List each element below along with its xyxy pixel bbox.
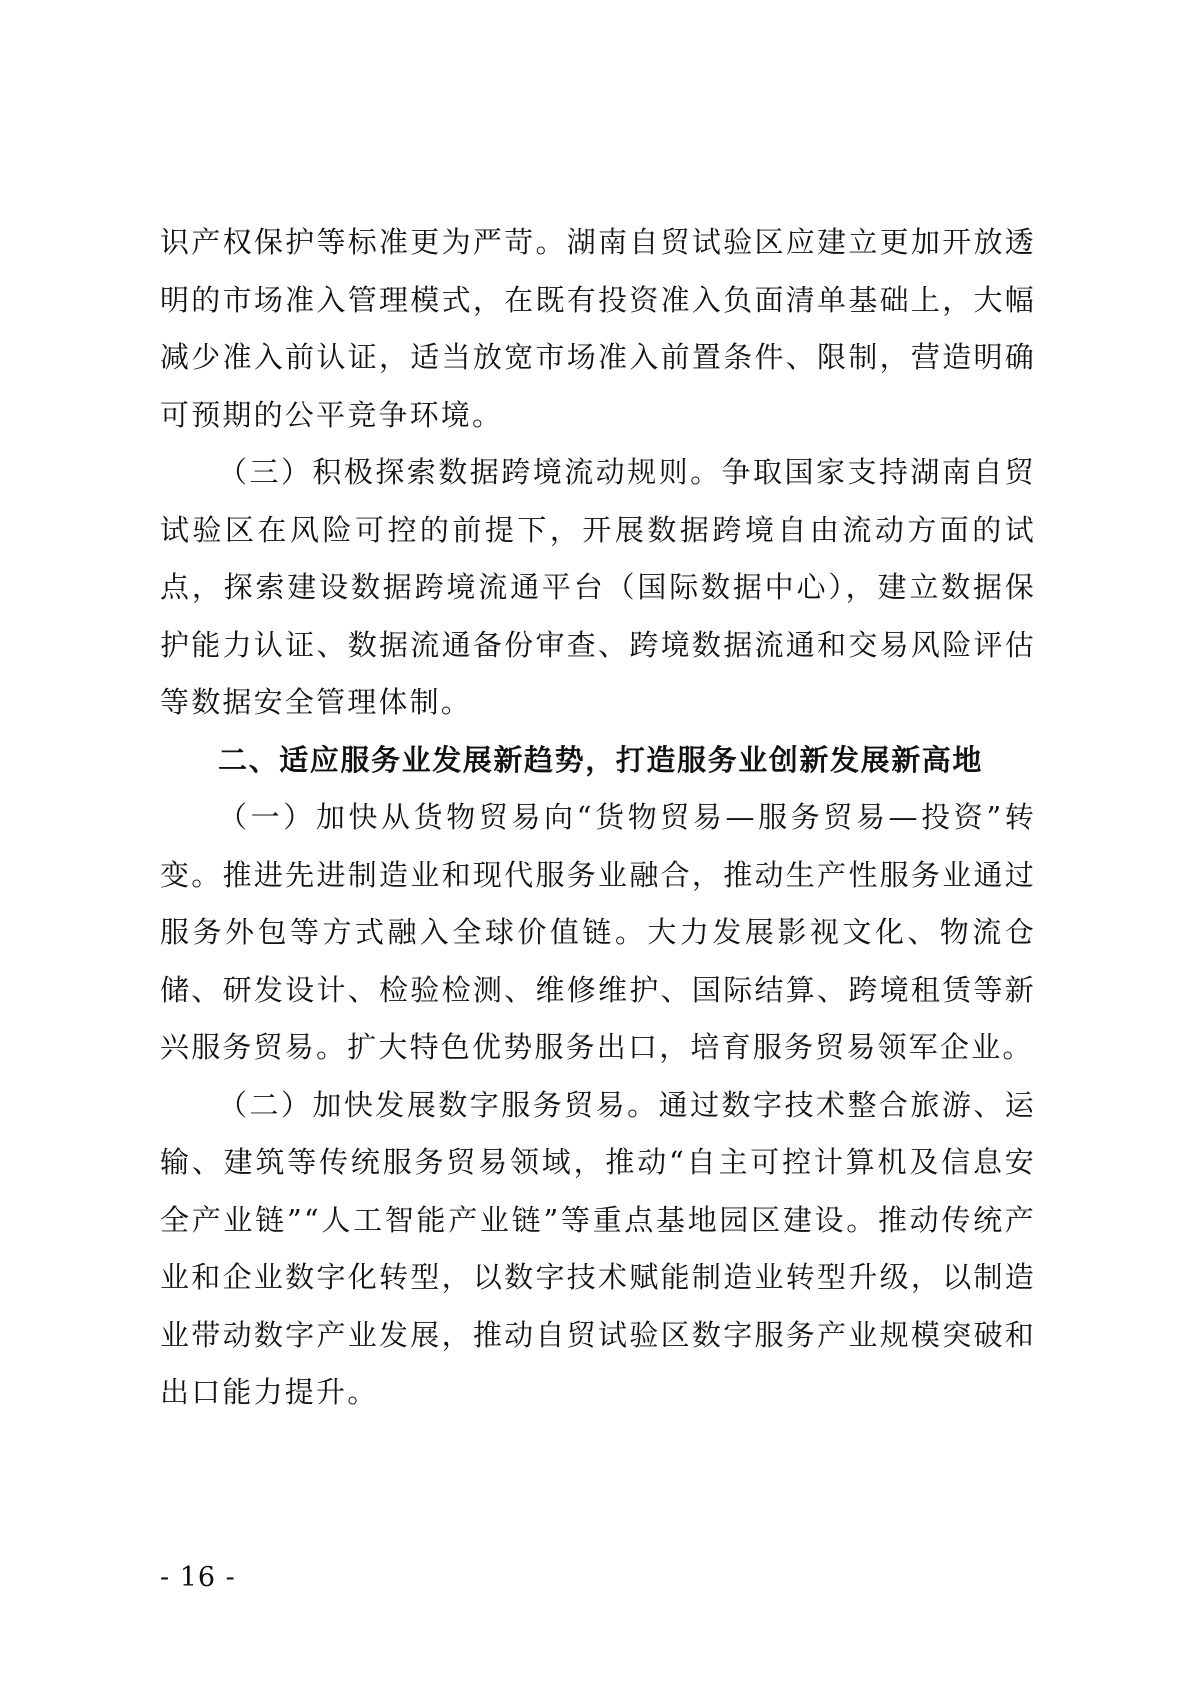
document-body [160, 214, 1036, 1422]
paragraph-trade-transformation: （一）加快从货物贸易向“货物贸易—服务贸易—投资”转变。推进先进制造业和现代服务业融合，推动生产性服务业通过服务外包等方式融入全球价值链。大力发展影视文化、物流仓储、研发设计、检验检测、维修维护、国际结算、跨境租赁等新兴服务贸易。扩大特色优势服务出口，培育服务贸易领军企业。 [160, 800, 1036, 1064]
page-number: - 16 - [160, 1562, 236, 1593]
paragraph-data-crossborder: （三）积极探索数据跨境流动规则。争取国家支持湖南自贸试验区在风险可控的前提下，开展数据跨境自由流动方面的试点，探索建设数据跨境流通平台（国际数据中心），建立数据保护能力认证、数据流通备份审查、跨境数据流通和交易风险评估等数据安全管理体制。 [160, 455, 1036, 719]
paragraph-continuation: 识产权保护等标准更为严苛。湖南自贸试验区应建立更加开放透明的市场准入管理模式，在既有投资准入负面清单基础上，大幅减少准入前认证，适当放宽市场准入前置条件、限制，营造明确可预期的公平竞争环境。 [160, 225, 1036, 432]
section-heading: 二、适应服务业发展新趋势，打造服务业创新发展新高地 [218, 742, 984, 777]
paragraph-digital-services: （二）加快发展数字服务贸易。通过数字技术整合旅游、运输、建筑等传统服务贸易领域，推动“自主可控计算机及信息安全产业链”“人工智能产业链”等重点基地园区建设。推动传统产业和企业数字化转型，以数字技术赋能制造业转型升级，以制造业带动数字产业发展，推动自贸试验区数字服务产业规模突破和出口能力提升。 [160, 1087, 1036, 1409]
